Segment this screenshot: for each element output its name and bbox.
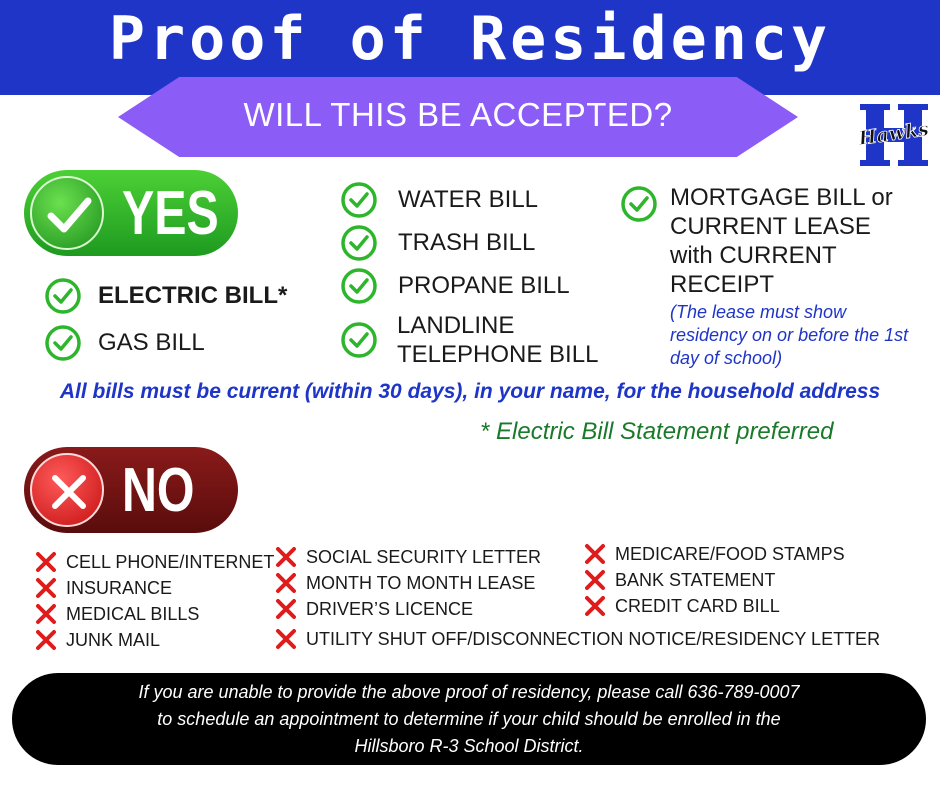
svg-text:Hawks: Hawks bbox=[857, 118, 931, 150]
red-x-icon bbox=[34, 602, 58, 626]
x-icon bbox=[30, 453, 104, 527]
check-circle-icon bbox=[340, 321, 378, 359]
check-circle-icon bbox=[620, 185, 658, 223]
item-label: CELL PHONE/INTERNET bbox=[66, 551, 275, 572]
electric-preferred-note: * Electric Bill Statement preferred bbox=[480, 418, 834, 445]
no-pill bbox=[24, 447, 238, 533]
item-label: UTILITY SHUT OFF/DISCONNECTION NOTICE/RESIDENCY LETTER bbox=[306, 628, 881, 649]
item-label: INSURANCE bbox=[66, 577, 173, 598]
red-x-icon bbox=[34, 550, 58, 574]
item-label: DRIVER’S LICENCE bbox=[306, 598, 474, 619]
item-label: CREDIT CARD BILL bbox=[615, 595, 780, 616]
item-label: MEDICAL BILLS bbox=[66, 603, 200, 624]
list-item-drivers-licence bbox=[274, 597, 473, 621]
list-item-insurance bbox=[34, 576, 172, 600]
mortgage-note: (The lease must show residency on or before the 1st day of school) bbox=[670, 302, 909, 368]
item-label: TRASH BILL bbox=[398, 229, 536, 257]
item-label: BANK STATEMENT bbox=[615, 569, 776, 590]
red-x-icon bbox=[34, 576, 58, 600]
check-circle-icon bbox=[340, 224, 378, 262]
question-text: WILL THIS BE ACCEPTED? bbox=[243, 96, 673, 133]
list-item-trash bbox=[340, 224, 535, 262]
item-label: ELECTRIC BILL* bbox=[98, 282, 288, 310]
list-item-month-lease bbox=[274, 571, 535, 595]
red-x-icon bbox=[274, 627, 298, 651]
item-label: MORTGAGE BILL or CURRENT LEASE with CURRENT RECEIPT bbox=[670, 184, 893, 298]
red-x-icon bbox=[274, 545, 298, 569]
hawks-logo bbox=[850, 102, 938, 168]
list-item-medicare bbox=[583, 542, 845, 566]
check-circle-icon bbox=[340, 267, 378, 305]
item-label: SOCIAL SECURITY LETTER bbox=[306, 546, 542, 567]
yes-label: YES bbox=[122, 179, 219, 248]
list-item-credit-card bbox=[583, 594, 780, 618]
item-label: PROPANE BILL bbox=[398, 272, 570, 300]
item-label: MEDICARE/FOOD STAMPS bbox=[615, 543, 845, 564]
red-x-icon bbox=[34, 628, 58, 652]
item-label: MONTH TO MONTH LEASE bbox=[306, 572, 536, 593]
list-item-electric bbox=[44, 277, 287, 315]
footer-contact-text: If you are unable to provide the above proof of residency, please call 636-789-0007 to schedule an appointment to determine if your child should be enrolled in the Hillsboro R-3 School District. bbox=[138, 682, 800, 756]
red-x-icon bbox=[583, 568, 607, 592]
item-label: WATER BILL bbox=[398, 186, 539, 214]
red-x-icon bbox=[274, 571, 298, 595]
list-item-junk-mail bbox=[34, 628, 160, 652]
list-item-cell-phone bbox=[34, 550, 274, 574]
red-x-icon bbox=[274, 597, 298, 621]
red-x-icon bbox=[583, 542, 607, 566]
item-label: JUNK MAIL bbox=[66, 629, 161, 650]
list-item-water bbox=[340, 181, 538, 219]
item-label: LANDLINE TELEPHONE BILL bbox=[397, 312, 599, 368]
list-item-medical bbox=[34, 602, 199, 626]
list-item-social-security bbox=[274, 545, 541, 569]
page-title: Proof of Residency bbox=[108, 4, 832, 74]
list-item-propane bbox=[340, 267, 570, 305]
check-circle-icon bbox=[44, 324, 82, 362]
no-label: NO bbox=[122, 456, 195, 525]
list-item-gas bbox=[44, 324, 205, 362]
check-circle-icon bbox=[340, 181, 378, 219]
list-item-bank bbox=[583, 568, 775, 592]
list-item-utility-shutoff bbox=[274, 627, 880, 651]
checkmark-icon bbox=[30, 176, 104, 250]
red-x-icon bbox=[583, 594, 607, 618]
check-circle-icon bbox=[44, 277, 82, 315]
yes-pill bbox=[24, 170, 238, 256]
bills-current-notice: All bills must be current (within 30 days), in your name, for the household address bbox=[59, 380, 881, 403]
item-label: GAS BILL bbox=[98, 329, 205, 357]
